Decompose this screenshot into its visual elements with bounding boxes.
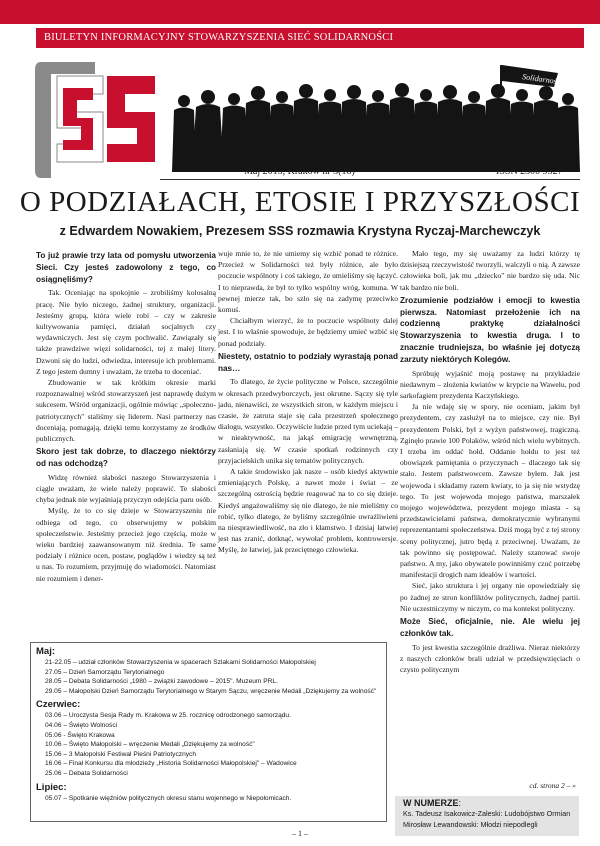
article-column-2: [218, 248, 398, 556]
in-this-issue-item[interactable]: Mirosław Lewandowski: Młodzi niepodlegli: [403, 820, 538, 829]
article-paragraph: A takie środowisko jak nasze – osób kiedyś aktywnie zmieniających Polskę, a nawet może i świat – ze szczególną ostrością będzie reagować na to co się dzieje. Kiedyś angażowaliśmy się nie dlatego, że nie mieliśmy co robić, tylko dlatego, że byliśmy szczególnie uwrażliwieni na niesprawiedliwość, na zło i kłamstwo. I dzisiaj łatwiej jest nas zranić, dotknąć, wywołać problem, kontrowersje. Myślę, że łatwiej, jak przeciętnego człowieka.: [218, 467, 398, 555]
article-paragraph: Spróbuję wyjaśnić moją postawę na przykładzie niedawnym – złożenia kwiatów w krypcie na Wawelu, pod sarkofagiem prezydenta Kaczyńskiego.: [400, 368, 580, 400]
sss-logo: [33, 60, 157, 180]
event-item: 29.05 – Małopolski Dzień Samorządu Terytorialnego w Starym Sączu, wręczenie Medali „Dziękujemy za wolność": [45, 687, 377, 695]
interview-question: Zrozumienie podziałów i emocji to kwestia pierwsza. Natomiast przełożenie ich na codzienną praktykę działalności Stowarzyszenia to kwestia druga. I to znacznie trudniejsza, bo właśnie jej dotyczą zarzuty niektórych Kolegów.: [400, 295, 580, 364]
interview-question: Niestety, ostatnio to podziały wyrastają ponad nas…: [218, 351, 398, 373]
banner-flag-text: Solidarność: [521, 72, 561, 87]
in-this-issue-item[interactable]: Ks. Tadeusz Isakowicz-Zaleski: Ludobójstwo Ormian: [403, 809, 571, 818]
article-subtitle: z Edwardem Nowakiem, Prezesem SSS rozmawia Krystyna Ryczaj-Marchewczyk: [59, 224, 541, 238]
top-red-band: [0, 0, 600, 24]
article-title: O PODZIAŁACH, ETOSIE I PRZYSZŁOŚCI: [19, 186, 581, 218]
event-item: 05.07 – Spotkanie więźniów politycznych okresu stanu wojennego w Niepołomicach.: [45, 794, 292, 802]
event-item: 25.06 – Debata Solidarności: [45, 769, 128, 777]
article-paragraph: To jest kwestia szczególnie drażliwa. Nieraz niektórzy z naszych członków brali udział w przedsięwzięciach o czysto politycznym: [400, 642, 580, 675]
article-column-3: [400, 248, 580, 675]
article-paragraph: Mało tego, my się uważamy za ludzi którzy tę dzisiejszą rzeczywistość tworzyli, walczyli o nią. A zawsze człowieka boli, jak mu „dziecko" nie bardzo się uda. Nic tak bardzo nie boli.: [400, 249, 580, 292]
continued-note: cd. strona 2 – »: [529, 781, 576, 790]
events-calendar-box: [30, 642, 387, 822]
header-divider: [160, 179, 580, 180]
interview-question: Skoro jest tak dobrze, to dlaczego niektórzy od nas odchodzą?: [36, 447, 216, 469]
article-paragraph: Sieć, jako struktura i jej organy nie opowiedziały się po żadnej ze stron konfliktów politycznych, żadnej partii. Nie uczestniczymy w niczym, co ma kontekst polityczny.: [400, 581, 580, 613]
article-column-1: [36, 248, 216, 584]
month-label: Lipiec:: [36, 781, 67, 793]
article-paragraph: Tak. Oceniając na spokojnie – zrobiliśmy kolosalną pracę. Nie było niczego, żadnej struktury, organizacji. Jesteśmy grupą, która wiele robi – czy w zakresie kultywowania pamięci, działań socjalnych czy wydawniczych. Jest się czym pochwalić. Zawiązały się także prawdziwe więzi solidarności, tej z małej litery. Dzwoni się do ludzi, odwiedza, interesuje ich problemami. Z tego jestem dumny i uważam, że trzeba to doceniać.: [36, 288, 216, 376]
month-label: Czerwiec:: [36, 699, 81, 711]
crowd-silhouette-image: [170, 57, 580, 172]
in-this-issue-heading-text: W NUMERZE: [403, 798, 459, 808]
month-label: Maj:: [36, 646, 55, 657]
article-paragraph: Zbudowanie w tak krótkim okresie marki rozpoznawalnej wśród stowarzyszeń jest naprawdę dużym sukcesem. Wśród organizacji, ogólnie mówiąc „społeczno-patriotycznych" staliśmy się liderem. Nasi partnerzy nas doceniają, pomagają, dzięki temu korzystamy ze środków publicznych.: [36, 378, 216, 444]
article-paragraph: Myślę, że to co się dzieje w Stowarzyszeniu nie odbiega od tego, co obserwujemy w polskim społeczeństwie. Jesteśmy przecież jego częścią, może w wieku bardziej zaawansowanym niż średnia. Te same podziały i różnice ocen, postaw, poglądów i wiedzy są też u nas. To rozumiem, przyjmuję do wiadomości. Natomiast nie rozumiem i dener-: [36, 506, 216, 583]
event-item: 10.06 – Święto Małopolski – wręczenie Medali „Dziękujemy za wolność": [45, 741, 255, 749]
article-paragraph: Widzę również słabości naszego Stowarzyszenia i ciągle uważam, że wiele należy poprawić. Te słabości chyba jednak nie wyjaśniają przyczyn odejścia paru osób.: [36, 472, 216, 505]
page-number: – 1 –: [292, 829, 308, 838]
article-paragraph: To dlatego, że życie polityczne w Polsce, szczególnie w okresach przedwyborczych, jest okrutne. Sączy się tyle jadu, nienawiści, ze wszystkich stron, w każdym miejscu i czasie, że zatruta staje się cała przestrzeń społecznego dialogu, wszystko. Oczywiście ludzie przed tym uciekają – w nieaktywność, na jakąś emigrację wewnętrzną, zasłaniają się. W czasie spotkań rodzinnych czy przyjacielskich unika się tematów politycznych.: [218, 377, 398, 465]
article-paragraph: wuje mnie to, że nie umiemy się wzbić ponad te różnice. Przecież w Solidarności też były różnice, ale było poczucie wspólnoty i coś takiego, że umieliśmy się łączyć. I to nieprawda, że był to tylko wspólny wróg, komuna. W pewnej mierze tak, bo szło się na zadymę przeciwko komuś.: [218, 249, 398, 315]
in-this-issue-heading: [403, 798, 579, 808]
event-item: 05.06 - Święto Krakowa: [45, 731, 115, 739]
issue-info: Maj 2015, Kraków nr 3(18): [244, 166, 355, 177]
interview-question: Może Sieć, oficjalnie, nie. Ale wielu jej członków tak.: [400, 617, 580, 638]
in-this-issue-heading-colon: :: [458, 798, 462, 808]
event-item: 21-22.05 – udział członków Stowarzyszenia w spacerach Szlakami Solidarności Małopolskiej: [45, 659, 316, 666]
interview-question: To już prawie trzy lata od pomysłu utworzenia Sieci. Czy jesteś zadowolony z tego, co osiągnęliśmy?: [36, 251, 216, 284]
event-item: 27.05 – Dzień Samorządu Terytorialnego: [45, 668, 165, 676]
event-item: 04.06 – Święto Wolności: [45, 721, 118, 729]
event-item: 15.06 – 3 Małopolski Festiwal Pieśni Patriotycznych: [45, 750, 196, 758]
bulletin-title: BIULETYN INFORMACYJNY STOWARZYSZENIA SIEĆ SOLIDARNOŚCI: [36, 28, 584, 48]
issn-number: ISSN 2300 9527: [496, 166, 563, 177]
event-item: 16.06 – Finał Konkursu dla młodzieży „Historia Solidarności Małopolskiej" – Wadowice: [45, 760, 297, 768]
event-item: 03.06 – Uroczysta Sesja Rady m. Krakowa w 25. rocznicę odrodzonego samorządu.: [45, 712, 291, 720]
article-paragraph: Chciałbym wierzyć, że to poczucie wspólnoty dalej jest. I to właśnie spowoduje, że będziemy umieć wzbić się ponad podziały.: [218, 316, 398, 348]
article-paragraph: Ja nie wdaję się w spory, nie oceniam, jakim był prezydentem, czy zasłużył na to miejsce, czy nie. Był prezydentem Polski, był z wyżyn państwowej, tragiczną. Zginęło prawie 100 Polaków, wśród nich wielu wybitnych. I trzeba im oddać hołd. Oddanie hołdu to jest też obowiązek pamiętania o przyczynach – dlaczego tak się stało. Jestem państwowcem. Zawsze byłem. Jak jest wojewoda i składamy razem kwiaty, to ja się nie wstydzę tego. To jest wojewoda mojego państwa, marszałek mojego województwa, prezydent mojego miasta - są przedstawicielami państwa, demokratycznie wybranymi reprezentantami społeczeństwa. Dziś mogą być z tej strony sceny politycznej, jutro będą z przeciwnej. Uważam, że tak powinno się postępować. Należy szanować swoje państwo. A my, jako obywatele powinniśmy czuć potrzebę manifestacji drogich nam ideałów i wartości.: [400, 402, 580, 580]
event-item: 28.05 – Debata Solidarności „1980 – związki zawodowe – 2015". Muzeum PRL.: [45, 678, 278, 686]
